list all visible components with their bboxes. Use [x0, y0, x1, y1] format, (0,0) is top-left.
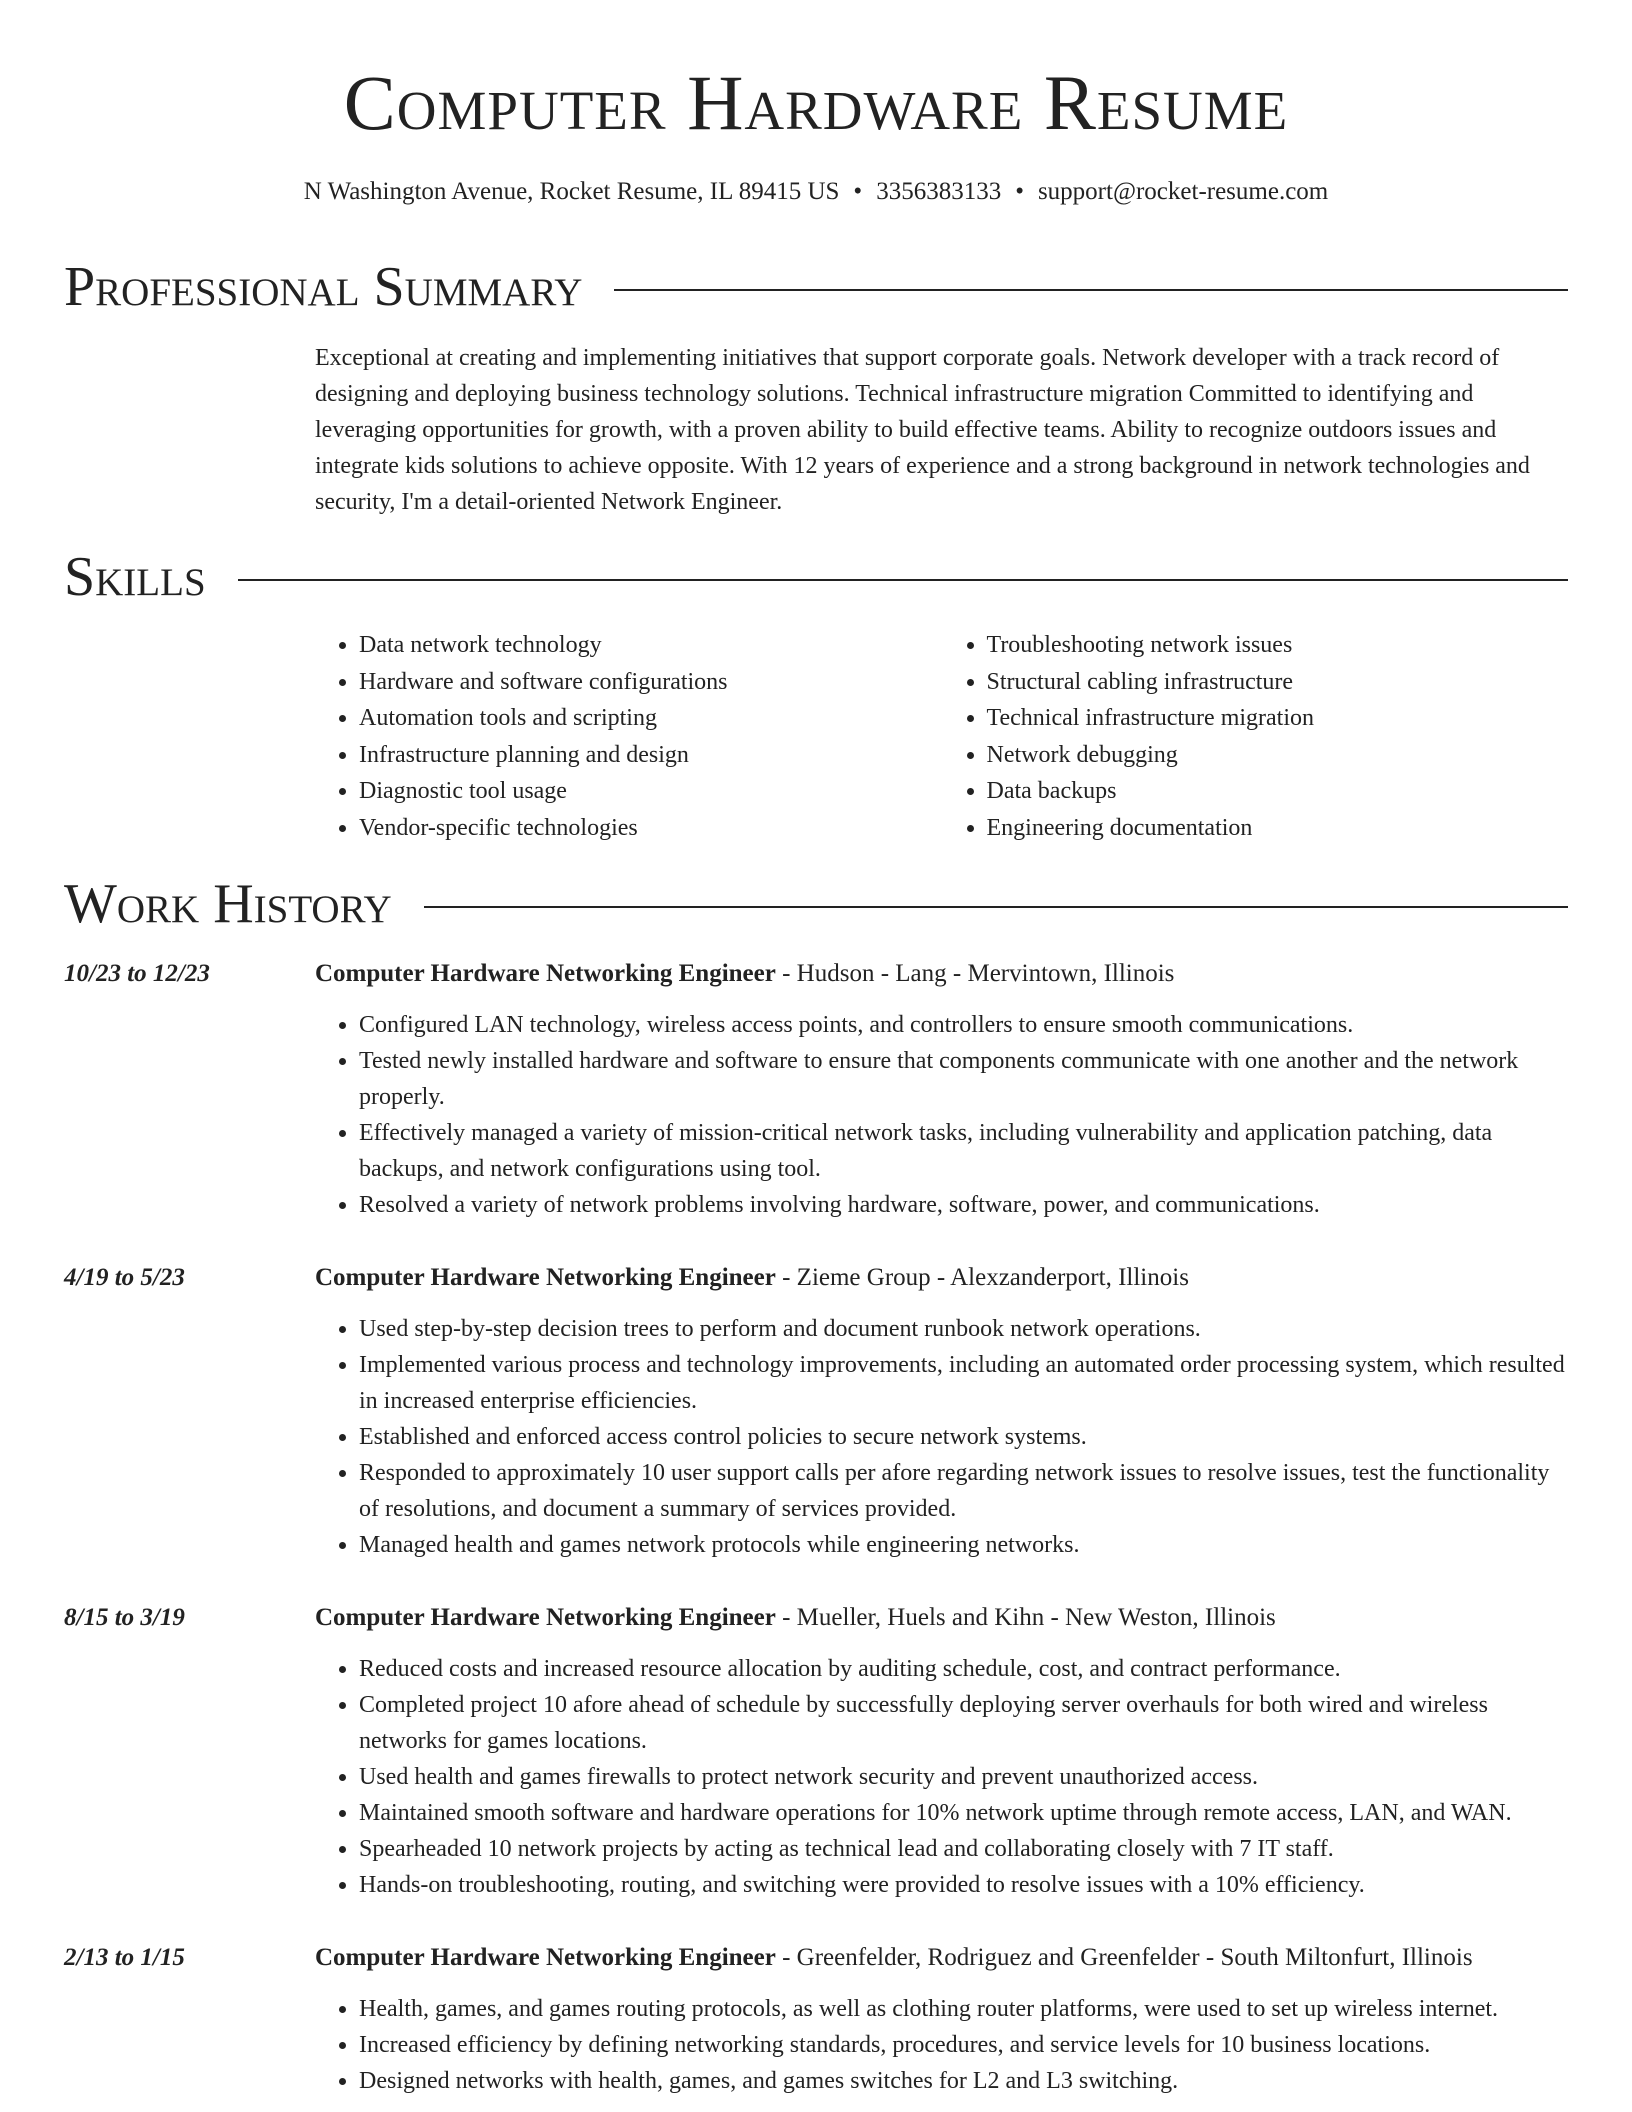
job-bullet: • Managed health and games network protocols while engineering networks. — [359, 1527, 1570, 1563]
section-divider — [614, 289, 1568, 291]
job-heading — [315, 1602, 1276, 1634]
job-bullet: • Effectively managed a variety of mission-critical network tasks, including vulnerability and application patching, data backups, and network configurations using tool. — [359, 1115, 1570, 1187]
separator: • — [853, 178, 863, 205]
summary-text: Exceptional at creating and implementing initiatives that support corporate goals. Network developer with a track record of designing and deploying business technology solutions. Technical infrastructure migration Committed to identifying and leveraging opportunities for growth, with a proven ability to build effective teams. Ability to recognize outdoors issues and integrate kids solutions to achieve opposite. With 12 years of experience and a strong background in network technologies and security, I'm a detail-oriented Network Engineer. — [315, 345, 1530, 515]
job-title: Computer Hardware Networking Engineer — [315, 1944, 776, 1971]
job-bullet: • Used health and games firewalls to protect network security and prevent unauthorized access. — [359, 1759, 1570, 1795]
skill-item: • Infrastructure planning and design — [359, 737, 943, 774]
skill-item: • Troubleshooting network issues — [987, 627, 1571, 664]
skill-item: • Network debugging — [987, 737, 1571, 774]
skills-column-left — [315, 627, 943, 847]
job-bullet: • Designed networks with health, games, and games switches for L2 and L3 switching. — [359, 2063, 1570, 2099]
job-bullet-list — [315, 1311, 1570, 1563]
job-bullet: • Health, games, and games routing protocols, as well as clothing router platforms, were used to set up wireless internet. — [359, 1991, 1570, 2027]
job-dates: 8/15 to 3/19 — [64, 1604, 185, 1631]
section-divider — [424, 906, 1568, 908]
job-bullet-list — [315, 1651, 1570, 1903]
section-title-work: Work History — [64, 873, 392, 935]
section-title-summary: Professional Summary — [64, 256, 583, 318]
section-title-skills: Skills — [64, 546, 206, 608]
email: support@rocket-resume.com — [1037, 178, 1329, 205]
job-employer: - Zieme Group - Alexzanderport, Illinois — [775, 1264, 1189, 1291]
skill-item: • Hardware and software configurations — [359, 664, 943, 701]
skills-list — [315, 627, 1570, 847]
job-heading — [315, 1942, 1473, 1974]
skill-item: • Engineering documentation — [987, 810, 1571, 847]
job-dates: 4/19 to 5/23 — [64, 1264, 185, 1291]
skills-section-header — [64, 545, 1568, 609]
job-employer: - Greenfelder, Rodriguez and Greenfelder - South Miltonfurt, Illinois — [775, 1944, 1473, 1971]
skill-item: • Diagnostic tool usage — [359, 773, 943, 810]
job-bullet: • Used step-by-step decision trees to perform and document runbook network operations. — [359, 1311, 1570, 1347]
job-bullet: • Increased efficiency by defining networking standards, procedures, and service levels for 10 business locations. — [359, 2027, 1570, 2063]
skill-item: • Technical infrastructure migration — [987, 700, 1571, 737]
job-bullet: • Implemented various process and technology improvements, including an automated order processing system, which resulted in increased enterprise efficiencies. — [359, 1347, 1570, 1419]
job-bullet: • Completed project 10 afore ahead of schedule by successfully deploying server overhauls for both wired and wireless networks for games locations. — [359, 1687, 1570, 1759]
skill-item: • Automation tools and scripting — [359, 700, 943, 737]
section-divider — [238, 579, 1568, 581]
job-bullet: • Reduced costs and increased resource allocation by auditing schedule, cost, and contract performance. — [359, 1651, 1570, 1687]
address: N Washington Avenue, Rocket Resume, IL 89415 US — [303, 178, 840, 205]
job-bullet: • Hands-on troubleshooting, routing, and switching were provided to resolve issues with a 10% efficiency. — [359, 1867, 1570, 1903]
skill-item: • Data network technology — [359, 627, 943, 664]
job-bullet: • Configured LAN technology, wireless access points, and controllers to ensure smooth communications. — [359, 1007, 1570, 1043]
job-title: Computer Hardware Networking Engineer — [315, 1264, 776, 1291]
job-bullet: • Tested newly installed hardware and software to ensure that components communicate with one another and the network properly. — [359, 1043, 1570, 1115]
job-dates: 2/13 to 1/15 — [64, 1944, 185, 1971]
skill-item: • Data backups — [987, 773, 1571, 810]
job-bullet-list — [315, 1007, 1570, 1223]
job-dates: 10/23 to 12/23 — [64, 960, 210, 987]
job-bullet: • Resolved a variety of network problems involving hardware, software, power, and communications. — [359, 1187, 1570, 1223]
skill-item: • Structural cabling infrastructure — [987, 664, 1571, 701]
job-bullet: • Spearheaded 10 network projects by acting as technical lead and collaborating closely with 7 IT staff. — [359, 1831, 1570, 1867]
summary-section-header — [64, 255, 1568, 319]
job-bullet: • Maintained smooth software and hardware operations for 10% network uptime through remote access, LAN, and WAN. — [359, 1795, 1570, 1831]
job-bullet: • Responded to approximately 10 user support calls per afore regarding network issues to resolve issues, test the functionality of resolutions, and document a summary of services provided. — [359, 1455, 1570, 1527]
resume-name: Computer Hardware Resume — [343, 59, 1289, 146]
skill-item: • Vendor-specific technologies — [359, 810, 943, 847]
phone: 3356383133 — [876, 178, 1002, 205]
job-employer: - Mueller, Huels and Kihn - New Weston, Illinois — [775, 1604, 1276, 1631]
job-bullet-list — [315, 1991, 1570, 2099]
job-bullet: • Established and enforced access control policies to secure network systems. — [359, 1419, 1570, 1455]
work-section-header — [64, 872, 1568, 936]
skills-column-right — [943, 627, 1571, 847]
job-title: Computer Hardware Networking Engineer — [315, 960, 776, 987]
separator: • — [1015, 178, 1024, 205]
contact-line — [0, 176, 1632, 208]
job-employer: - Hudson - Lang - Mervintown, Illinois — [775, 960, 1175, 987]
job-heading — [315, 1262, 1189, 1294]
job-title: Computer Hardware Networking Engineer — [315, 1604, 776, 1631]
job-heading — [315, 958, 1174, 990]
